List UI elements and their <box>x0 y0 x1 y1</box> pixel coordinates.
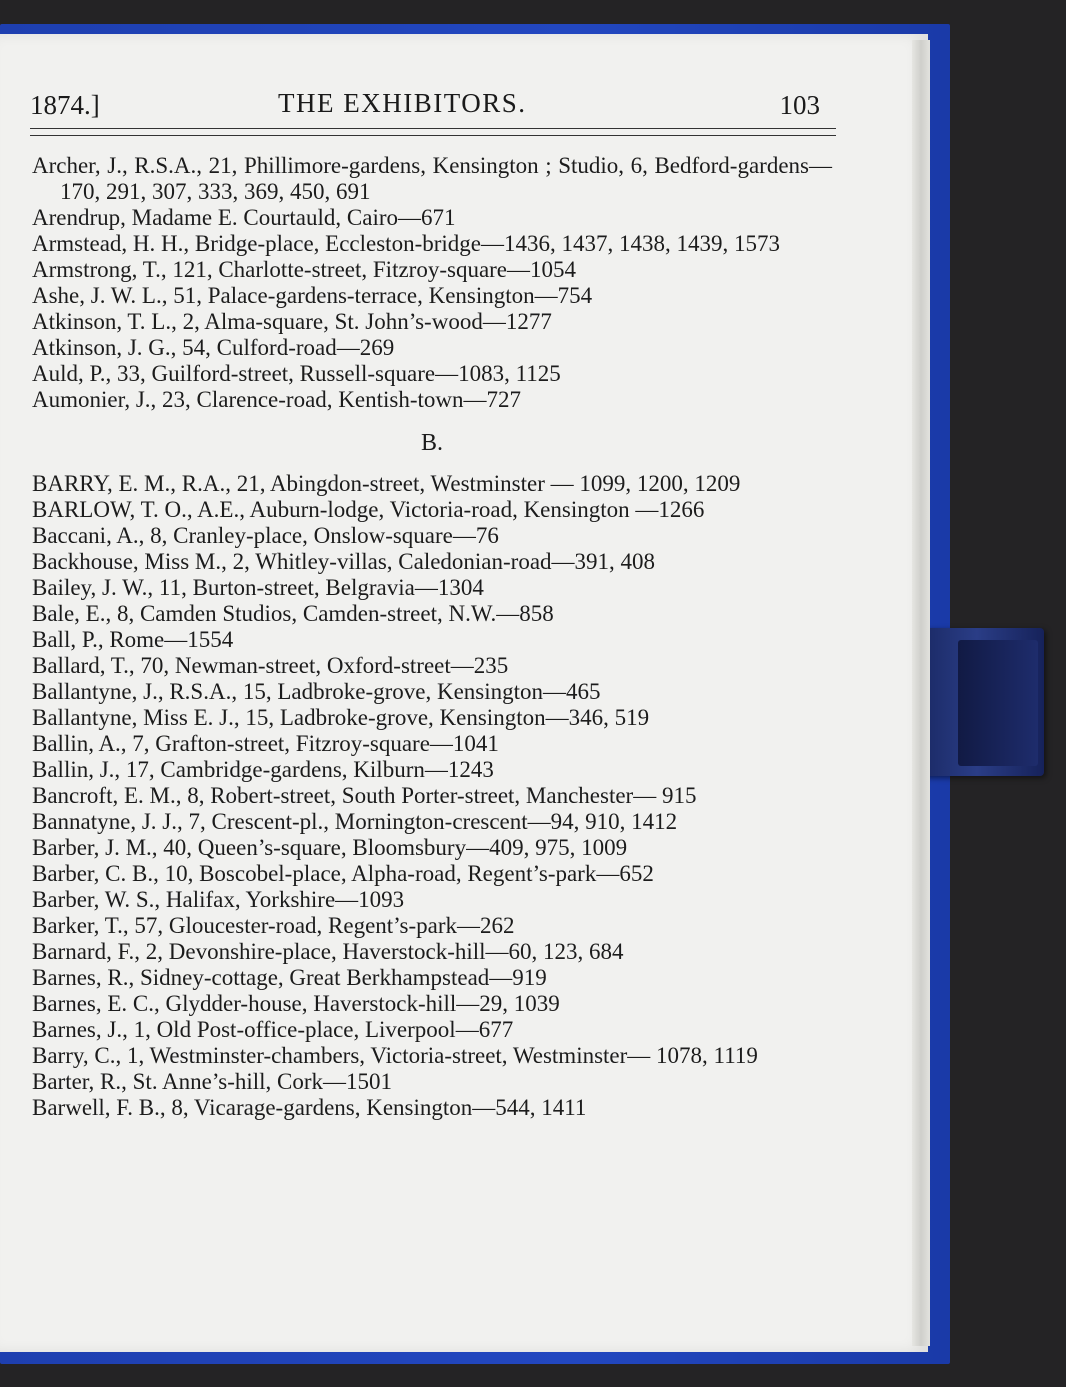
list-item: Bannatyne, J. J., 7, Crescent-pl., Mornington-crescent—94, 910, 1412 <box>32 809 678 834</box>
index-tab-inner <box>958 640 1038 766</box>
list-item: Armstead, H. H., Bridge-place, Eccleston-bridge—1436, 1437, 1438, 1439, 1573 <box>32 231 780 256</box>
list-item: Barwell, F. B., 8, Vicarage-gardens, Kensington—544, 1411 <box>32 1095 587 1120</box>
list-item: Arendrup, Madame E. Courtauld, Cairo—671 <box>32 205 456 230</box>
list-item: Atkinson, T. L., 2, Alma-square, St. John’s-wood—1277 <box>32 309 552 334</box>
list-item: Ball, P., Rome—1554 <box>32 627 234 652</box>
list-item: Auld, P., 33, Guilford-street, Russell-square—1083, 1125 <box>32 361 561 386</box>
list-item: Baccani, A., 8, Cranley-place, Onslow-square—76 <box>32 523 499 548</box>
list-item: Bale, E., 8, Camden Studios, Camden-street, N.W.—858 <box>32 601 554 626</box>
list-item: Barber, W. S., Halifax, Yorkshire—1093 <box>32 887 405 912</box>
list-item: Barry, C., 1, Westminster-chambers, Victoria-street, Westminster— 1078, 1119 <box>32 1043 758 1068</box>
header-rule-bottom <box>30 135 836 136</box>
list-item: Barnard, F., 2, Devonshire-place, Haverstock-hill—60, 123, 684 <box>32 939 624 964</box>
list-item: Barnes, E. C., Glydder-house, Haverstock-hill—29, 1039 <box>32 991 560 1016</box>
list-item: Barber, J. M., 40, Queen’s-square, Bloomsbury—409, 975, 1009 <box>32 835 628 860</box>
list-item: Aumonier, J., 23, Clarence-road, Kentish-town—727 <box>32 387 521 412</box>
list-item: Ballantyne, Miss E. J., 15, Ladbroke-grove, Kensington—346, 519 <box>32 705 650 730</box>
header-year: 1874.] <box>30 90 100 120</box>
header-rule-top <box>30 128 836 129</box>
list-item: Bailey, J. W., 11, Burton-street, Belgravia—1304 <box>32 575 484 600</box>
section-a-list <box>32 153 832 1121</box>
list-item: Archer, J., R.S.A., 21, Phillimore-gardens, Kensington ; Studio, 6, Bedford-gardens—170, 291, 307, 333, 369, 450, 691 <box>32 153 832 204</box>
page-edge <box>912 40 930 1346</box>
list-item: Barnes, R., Sidney-cottage, Great Berkhampstead—919 <box>32 965 547 990</box>
list-item: Ballin, A., 7, Grafton-street, Fitzroy-square—1041 <box>32 731 499 756</box>
list-item: Atkinson, J. G., 54, Culford-road—269 <box>32 335 395 360</box>
list-item: Ballin, J., 17, Cambridge-gardens, Kilburn—1243 <box>32 757 494 782</box>
page-header <box>30 84 820 124</box>
section-letter: B. <box>420 430 443 456</box>
list-item: Armstrong, T., 121, Charlotte-street, Fitzroy-square—1054 <box>32 257 577 282</box>
list-item: Ashe, J. W. L., 51, Palace-gardens-terrace, Kensington—754 <box>32 283 593 308</box>
list-item: BARLOW, T. O., A.E., Auburn-lodge, Victoria-road, Kensington —1266 <box>32 497 705 522</box>
list-item: Barber, C. B., 10, Boscobel-place, Alpha-road, Regent’s-park—652 <box>32 861 654 886</box>
list-item: Bancroft, E. M., 8, Robert-street, South Porter-street, Manchester— 915 <box>32 783 697 808</box>
list-item: BARRY, E. M., R.A., 21, Abingdon-street, Westminster — 1099, 1200, 1209 <box>32 471 741 496</box>
list-item: Barter, R., St. Anne’s-hill, Cork—1501 <box>32 1069 393 1094</box>
list-item: Ballard, T., 70, Newman-street, Oxford-street—235 <box>32 653 509 678</box>
header-title: THE EXHIBITORS. <box>278 88 527 118</box>
list-item: Ballantyne, J., R.S.A., 15, Ladbroke-grove, Kensington—465 <box>32 679 601 704</box>
list-item: Backhouse, Miss M., 2, Whitley-villas, Caledonian-road—391, 408 <box>32 549 656 574</box>
list-item: Barker, T., 57, Gloucester-road, Regent’s-park—262 <box>32 913 515 938</box>
page-number: 103 <box>779 90 820 120</box>
list-item: Barnes, J., 1, Old Post-office-place, Liverpool—677 <box>32 1017 514 1042</box>
